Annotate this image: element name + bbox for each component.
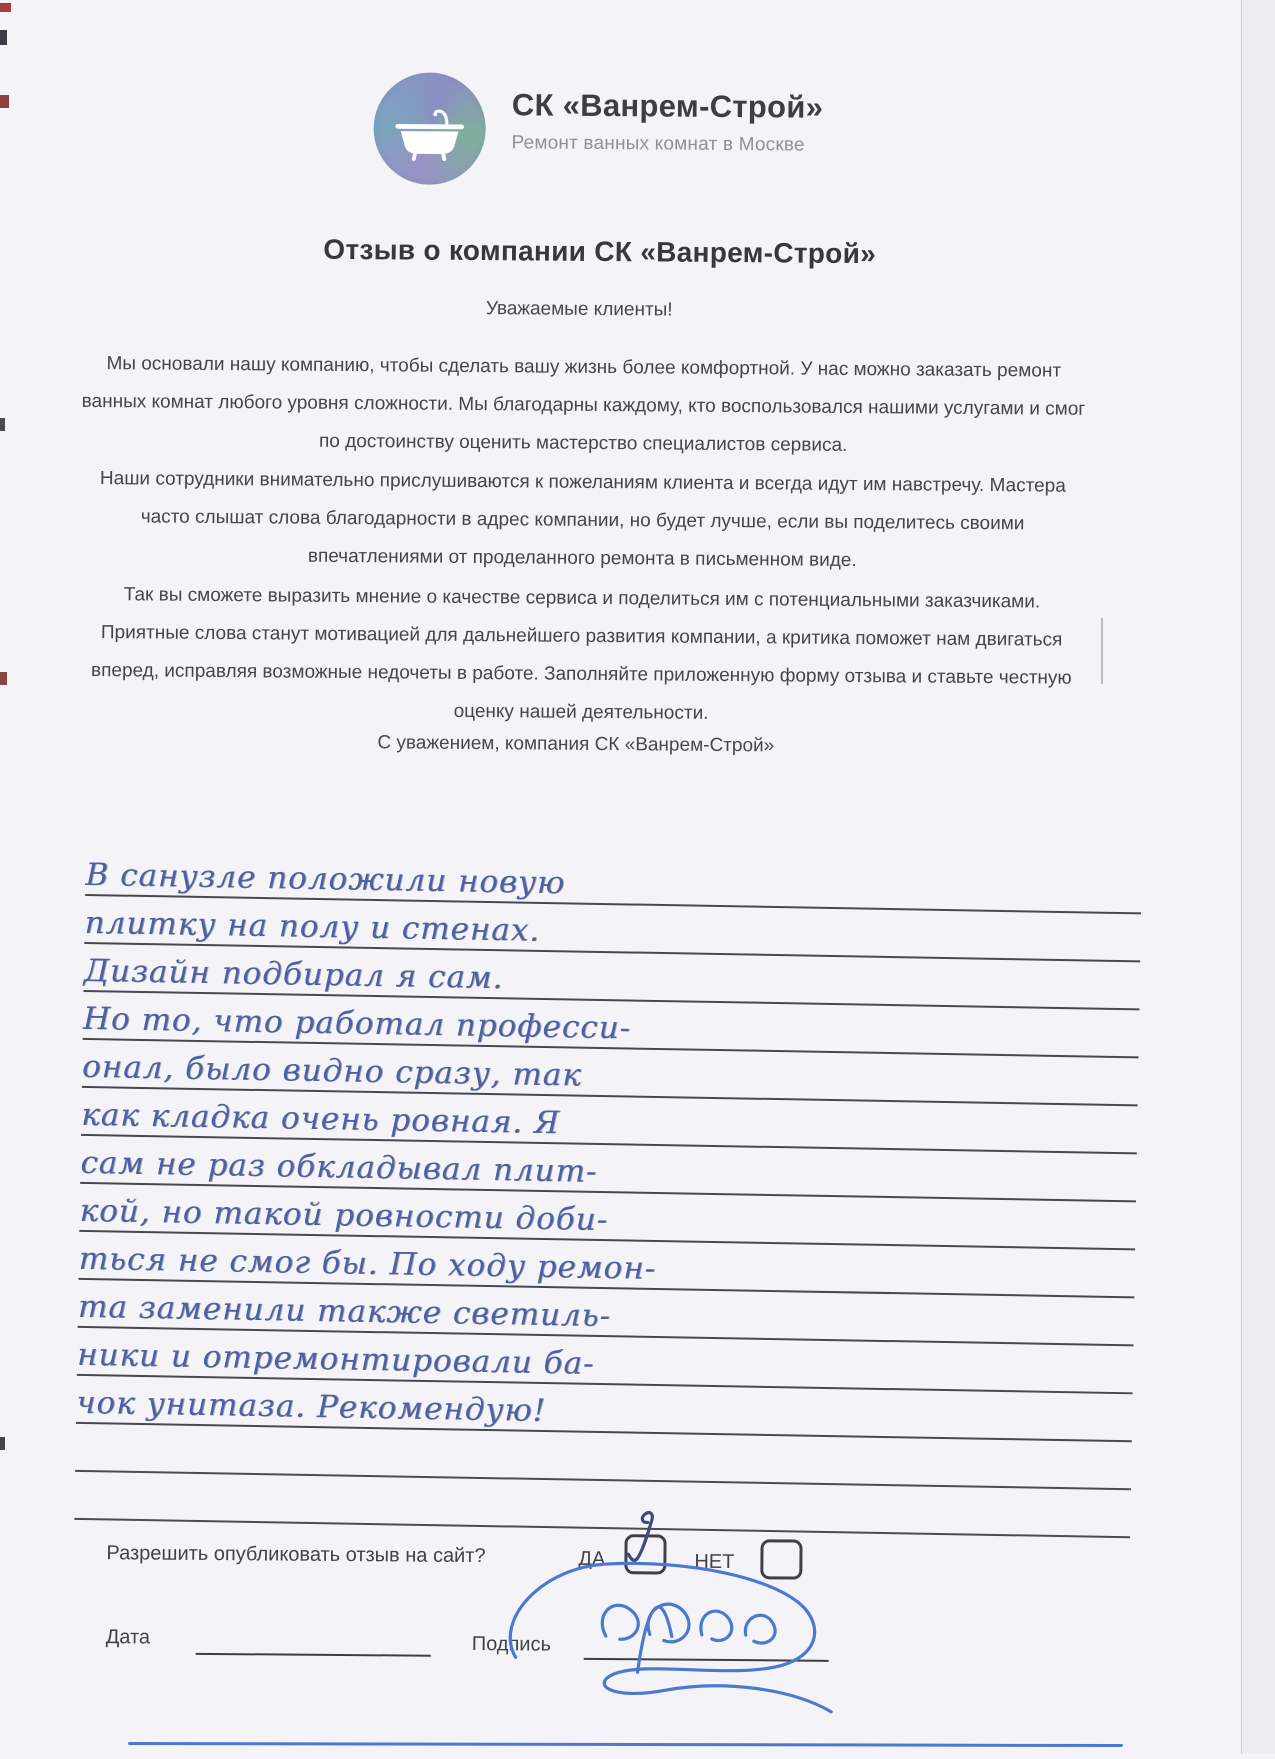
handwritten-line: В санузле положили новую [85,848,1142,914]
scan-edge-artifact [0,418,5,431]
handwritten-line: ники и отремонтировали ба- [77,1328,1134,1394]
handwritten-line: чок унитаза. Рекомендую! [76,1376,1133,1442]
feedback-paragraph: Так вы сможете выразить мнение о качестве сервиса и поделиться им с потенциальными заказчиками. Приятные слова станут мотивацией для дальнейшего развития компании, а критика поможет нам двигаться вперед, исправляя возможные недочеты в работе. Заполняйте приложенную форму отзыва и ставьте честную оценку нашей деятельности. [90,584,1072,724]
intro-paragraph: Мы основали нашу компанию, чтобы сделать вашу жизнь более комфортной. У нас можно заказать ремонт ванных комнат любого уровня сложности. Мы благодарны каждому, кто воспользовался нашими услугами и смог по достоинству оценить мастерство специалистов сервиса. [81,353,1086,456]
scan-edge-artifact [0,95,9,108]
publish-question-label: Разрешить опубликовать отзыв на сайт? [106,1542,486,1568]
handwritten-line: ться не смог бы. По ходу ремон- [78,1232,1135,1298]
scan-edge-artifact [0,30,7,45]
bathtub-icon [390,87,469,171]
scan-edge-artifact [0,1437,5,1450]
date-label: Дата [105,1626,151,1649]
handwritten-line: сам не раз обкладывал плит- [80,1136,1137,1202]
scan-edge-artifact [0,672,7,685]
date-blank-line [196,1627,431,1657]
closing-line: С уважением, компания СК «Ванрем-Строй» [377,732,775,757]
company-tagline: Ремонт ванных комнат в Москве [511,132,805,156]
greeting-line: Уважаемые клиенты! [485,298,673,321]
company-name: СК «Ванрем-Строй» [511,87,824,125]
scan-edge-artifact [0,3,11,12]
document-title: Отзыв о компании СК «Ванрем-Строй» [323,233,877,270]
scan-margin-mark [1101,618,1103,684]
handwritten-signature [487,1539,848,1727]
handwritten-line: та заменили также светиль- [78,1280,1135,1346]
signature-label: Подпись [471,1633,552,1656]
yes-label: ДА [578,1547,606,1571]
handwritten-line: плитку на полу и стенах. [84,896,1141,962]
handwritten-line: кой, но такой ровности доби- [79,1184,1136,1250]
no-label: НЕТ [694,1550,735,1574]
handwritten-line: Дизайн подбирал я сам. [83,944,1140,1010]
staff-paragraph: Наши сотрудники внимательно прислушиваются к пожеланиям клиента и всегда идут им навстречу. Мастера часто слышат слова благодарности в адрес компании, но будет лучше, если вы поделитесь своими впечатлениями от проделанного ремонта в письменном виде. [99,468,1066,572]
handwritten-line: Но то, что работал професси- [83,992,1140,1058]
handwritten-review [74,848,1142,1538]
company-name-block [511,73,823,156]
company-logo [373,72,486,185]
company-header [373,72,823,188]
handwritten-line: как кладка очень ровная. Я [81,1088,1138,1154]
handwritten-line: онал, было видно сразу, так [82,1040,1139,1106]
